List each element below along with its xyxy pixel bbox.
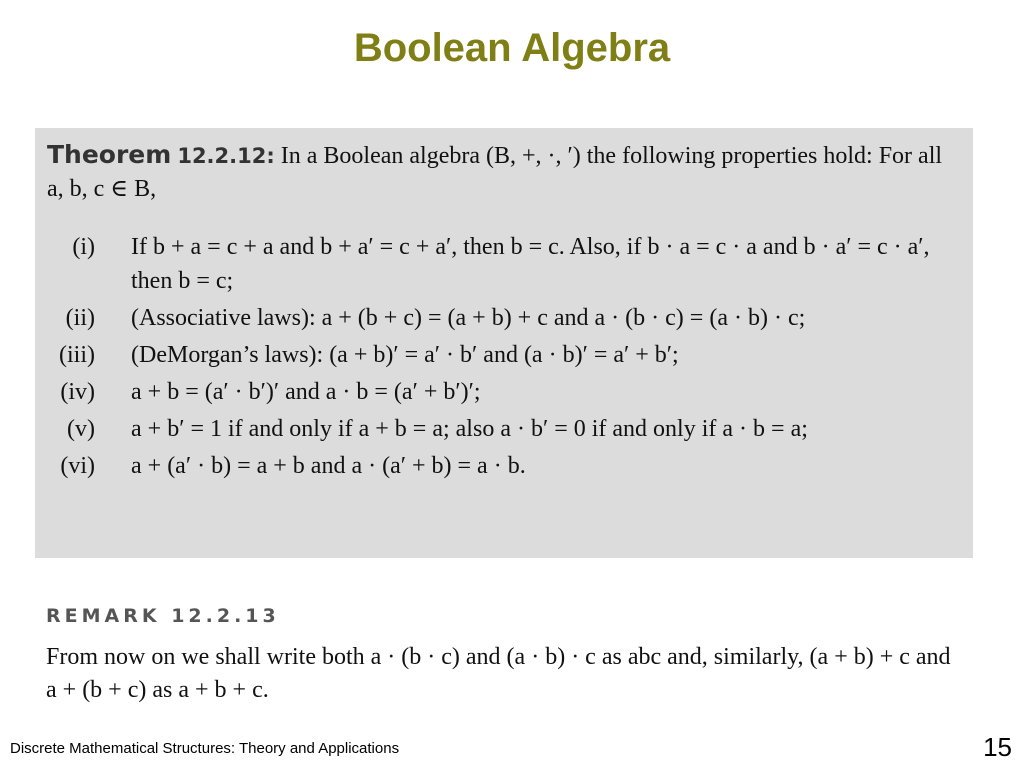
theorem-number: 12.2.12:: [177, 144, 275, 168]
slide-title: Boolean Algebra: [353, 26, 671, 70]
item-label: (vi): [60, 453, 95, 479]
remark-text: From now on we shall write both a · (b · c) and (a · b) · c as abc and, similarly, (a + b) + c and a + (b + c) as a + b + c.: [46, 644, 951, 703]
item-label: (iii): [59, 342, 95, 368]
item-label: (i): [72, 234, 95, 260]
theorem-item-i: [35, 230, 973, 298]
item-text: (DeMorgan’s laws): (a + b)′ = a′ · b′ and (a · b)′ = a′ + b′;: [131, 342, 679, 368]
page-number: 15: [983, 732, 1012, 762]
theorem-items: [35, 230, 973, 486]
item-text: a + b′ = 1 if and only if a + b = a; also a · b′ = 0 if and only if a · b = a;: [131, 416, 808, 442]
theorem-item-iv: [35, 375, 973, 409]
item-text: a + b = (a′ · b′)′ and a · b = (a′ + b′)′;: [131, 379, 481, 405]
item-text: a + (a′ · b) = a + b and a · (a′ + b) = a · b.: [131, 453, 526, 479]
theorem-header: [47, 138, 962, 206]
item-label: (v): [67, 416, 95, 442]
item-label: (iv): [60, 379, 95, 405]
theorem-statement: In a Boolean algebra (B, +, ·, ′) the following properties hold: For all a, b, c ∈ B,: [47, 143, 943, 202]
theorem-box: [35, 128, 973, 558]
item-text: If b + a = c + a and b + a′ = c + a′, then b = c. Also, if b · a = c · a and b · a′ = c · a′, then b = c;: [131, 234, 930, 294]
theorem-item-iii: [35, 338, 973, 372]
item-label: (ii): [65, 305, 95, 331]
item-text: (Associative laws): a + (b + c) = (a + b) + c and a · (b · c) = (a · b) · c;: [131, 305, 806, 331]
theorem-item-v: [35, 412, 973, 446]
remark-heading: REMARK 12.2.13: [46, 605, 280, 627]
footer-text: Discrete Mathematical Structures: Theory and Applications: [10, 740, 400, 757]
theorem-name: Theorem: [47, 140, 172, 169]
theorem-item-vi: [35, 449, 973, 483]
theorem-item-ii: [35, 301, 973, 335]
